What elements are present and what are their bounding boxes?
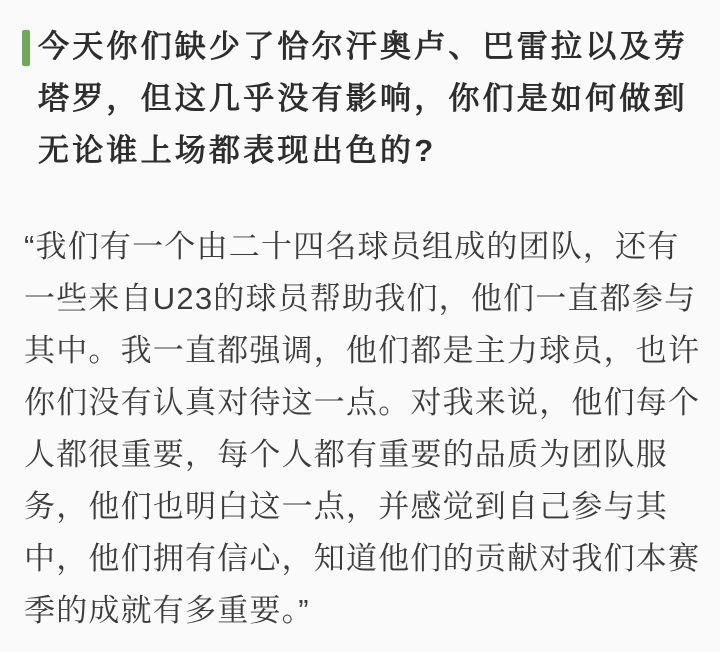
answer-line-2: 一些来自U23的球员帮助我们，他们一直都参与 (24, 281, 697, 316)
question-marker-bar (22, 30, 30, 66)
answer-line-4: 你们没有认真对待这一点。对我来说，他们每个 (24, 385, 701, 420)
answer-line-8: 季的成就有多重要。” (24, 593, 310, 628)
answer-line-7: 中，他们拥有信心，知道他们的贡献对我们本赛 (24, 541, 701, 576)
interview-answer (24, 221, 700, 637)
answer-line-3: 其中。我一直都强调，他们都是主力球员，也许 (24, 333, 701, 368)
answer-line-5: 人都很重要，每个人都有重要的品质为团队服 (24, 437, 668, 472)
answer-line-6: 务，他们也明白这一点，并感觉到自己参与其 (24, 489, 668, 524)
interview-question (22, 21, 700, 177)
question-line-1: 今天你们缺少了恰尔汗奥卢、巴雷拉以及劳 (38, 29, 688, 64)
question-line-2: 塔罗，但这几乎没有影响，你们是如何做到 (38, 81, 688, 116)
question-line-3: 无论谁上场都表现出色的? (38, 133, 437, 168)
answer-line-1: “我们有一个由二十四名球员组成的团队，还有 (24, 229, 680, 264)
